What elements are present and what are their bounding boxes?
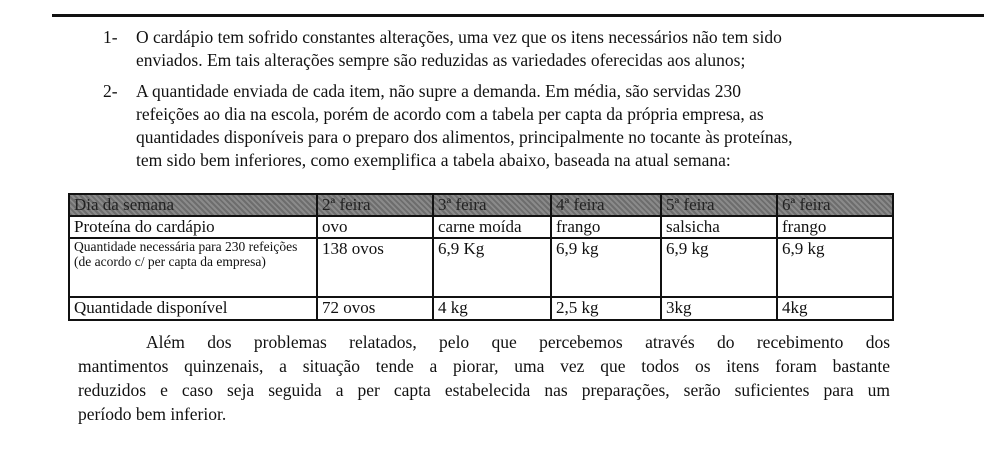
table-cell: 3kg <box>661 297 777 320</box>
table-cell: ovo <box>317 216 433 238</box>
paragraph-line: período bem inferior. <box>78 404 227 424</box>
table-row <box>69 216 893 238</box>
item-line: quantidades disponíveis para o preparo dos alimentos, principalmente no tocante às proteínas, <box>136 127 793 147</box>
protein-table <box>68 193 894 321</box>
table-cell: Proteína do cardápio <box>69 216 317 238</box>
table-cell: 4kg <box>777 297 893 320</box>
top-rule <box>52 14 984 17</box>
item-number: 2- <box>103 81 118 101</box>
item-line: enviados. Em tais alterações sempre são reduzidas as variedades oferecidas aos alunos; <box>136 50 746 70</box>
table-row <box>69 297 893 320</box>
table-header-cell: 4ª feira <box>551 194 661 216</box>
table-header-cell: 2ª feira <box>317 194 433 216</box>
table-cell: carne moída <box>433 216 551 238</box>
item-line: O cardápio tem sofrido constantes alterações, uma vez que os itens necessários não tem sido <box>136 27 782 47</box>
table-header-cell: 5ª feira <box>661 194 777 216</box>
item-line: tem sido bem inferiores, como exemplifica a tabela abaixo, baseada na atual semana: <box>136 150 731 170</box>
paragraph-line: Além dos problemas relatados, pelo que percebemos através do recebimento dos <box>146 332 890 352</box>
table-header-cell: 3ª feira <box>433 194 551 216</box>
item-number: 1- <box>103 27 118 47</box>
table-cell: 6,9 kg <box>661 238 777 298</box>
table-cell: 6,9 kg <box>551 238 661 298</box>
table-cell: salsicha <box>661 216 777 238</box>
table-cell: 6,9 kg <box>777 238 893 298</box>
item-line: refeições ao dia na escola, porém de acordo com a tabela per capta da própria empresa, as <box>136 104 764 124</box>
table-cell: frango <box>777 216 893 238</box>
table-cell: 6,9 Kg <box>433 238 551 298</box>
table-cell: 2,5 kg <box>551 297 661 320</box>
list-item <box>136 80 896 172</box>
paragraph-line: mantimentos quinzenais, a situação tende a piorar, uma vez que todos os itens foram bastante <box>78 356 890 376</box>
table-cell: Quantidade necessária para 230 refeições (de acordo c/ per capta da empresa) <box>69 238 317 298</box>
table-header-cell: 6ª feira <box>777 194 893 216</box>
table-header-row <box>69 194 893 216</box>
table-header-cell: Dia da semana <box>69 194 317 216</box>
list-item <box>136 26 896 72</box>
paragraph-line: reduzidos e caso seja seguida a per capta estabelecida nas preparações, serão suficientes para um <box>78 380 890 400</box>
table-cell: 138 ovos <box>317 238 433 298</box>
item-line: A quantidade enviada de cada item, não supre a demanda. Em média, são servidas 230 <box>136 81 741 101</box>
table-cell: frango <box>551 216 661 238</box>
closing-paragraph <box>78 330 890 426</box>
table-cell: Quantidade disponível <box>69 297 317 320</box>
table-row <box>69 238 893 298</box>
table-cell: 72 ovos <box>317 297 433 320</box>
table-cell: 4 kg <box>433 297 551 320</box>
